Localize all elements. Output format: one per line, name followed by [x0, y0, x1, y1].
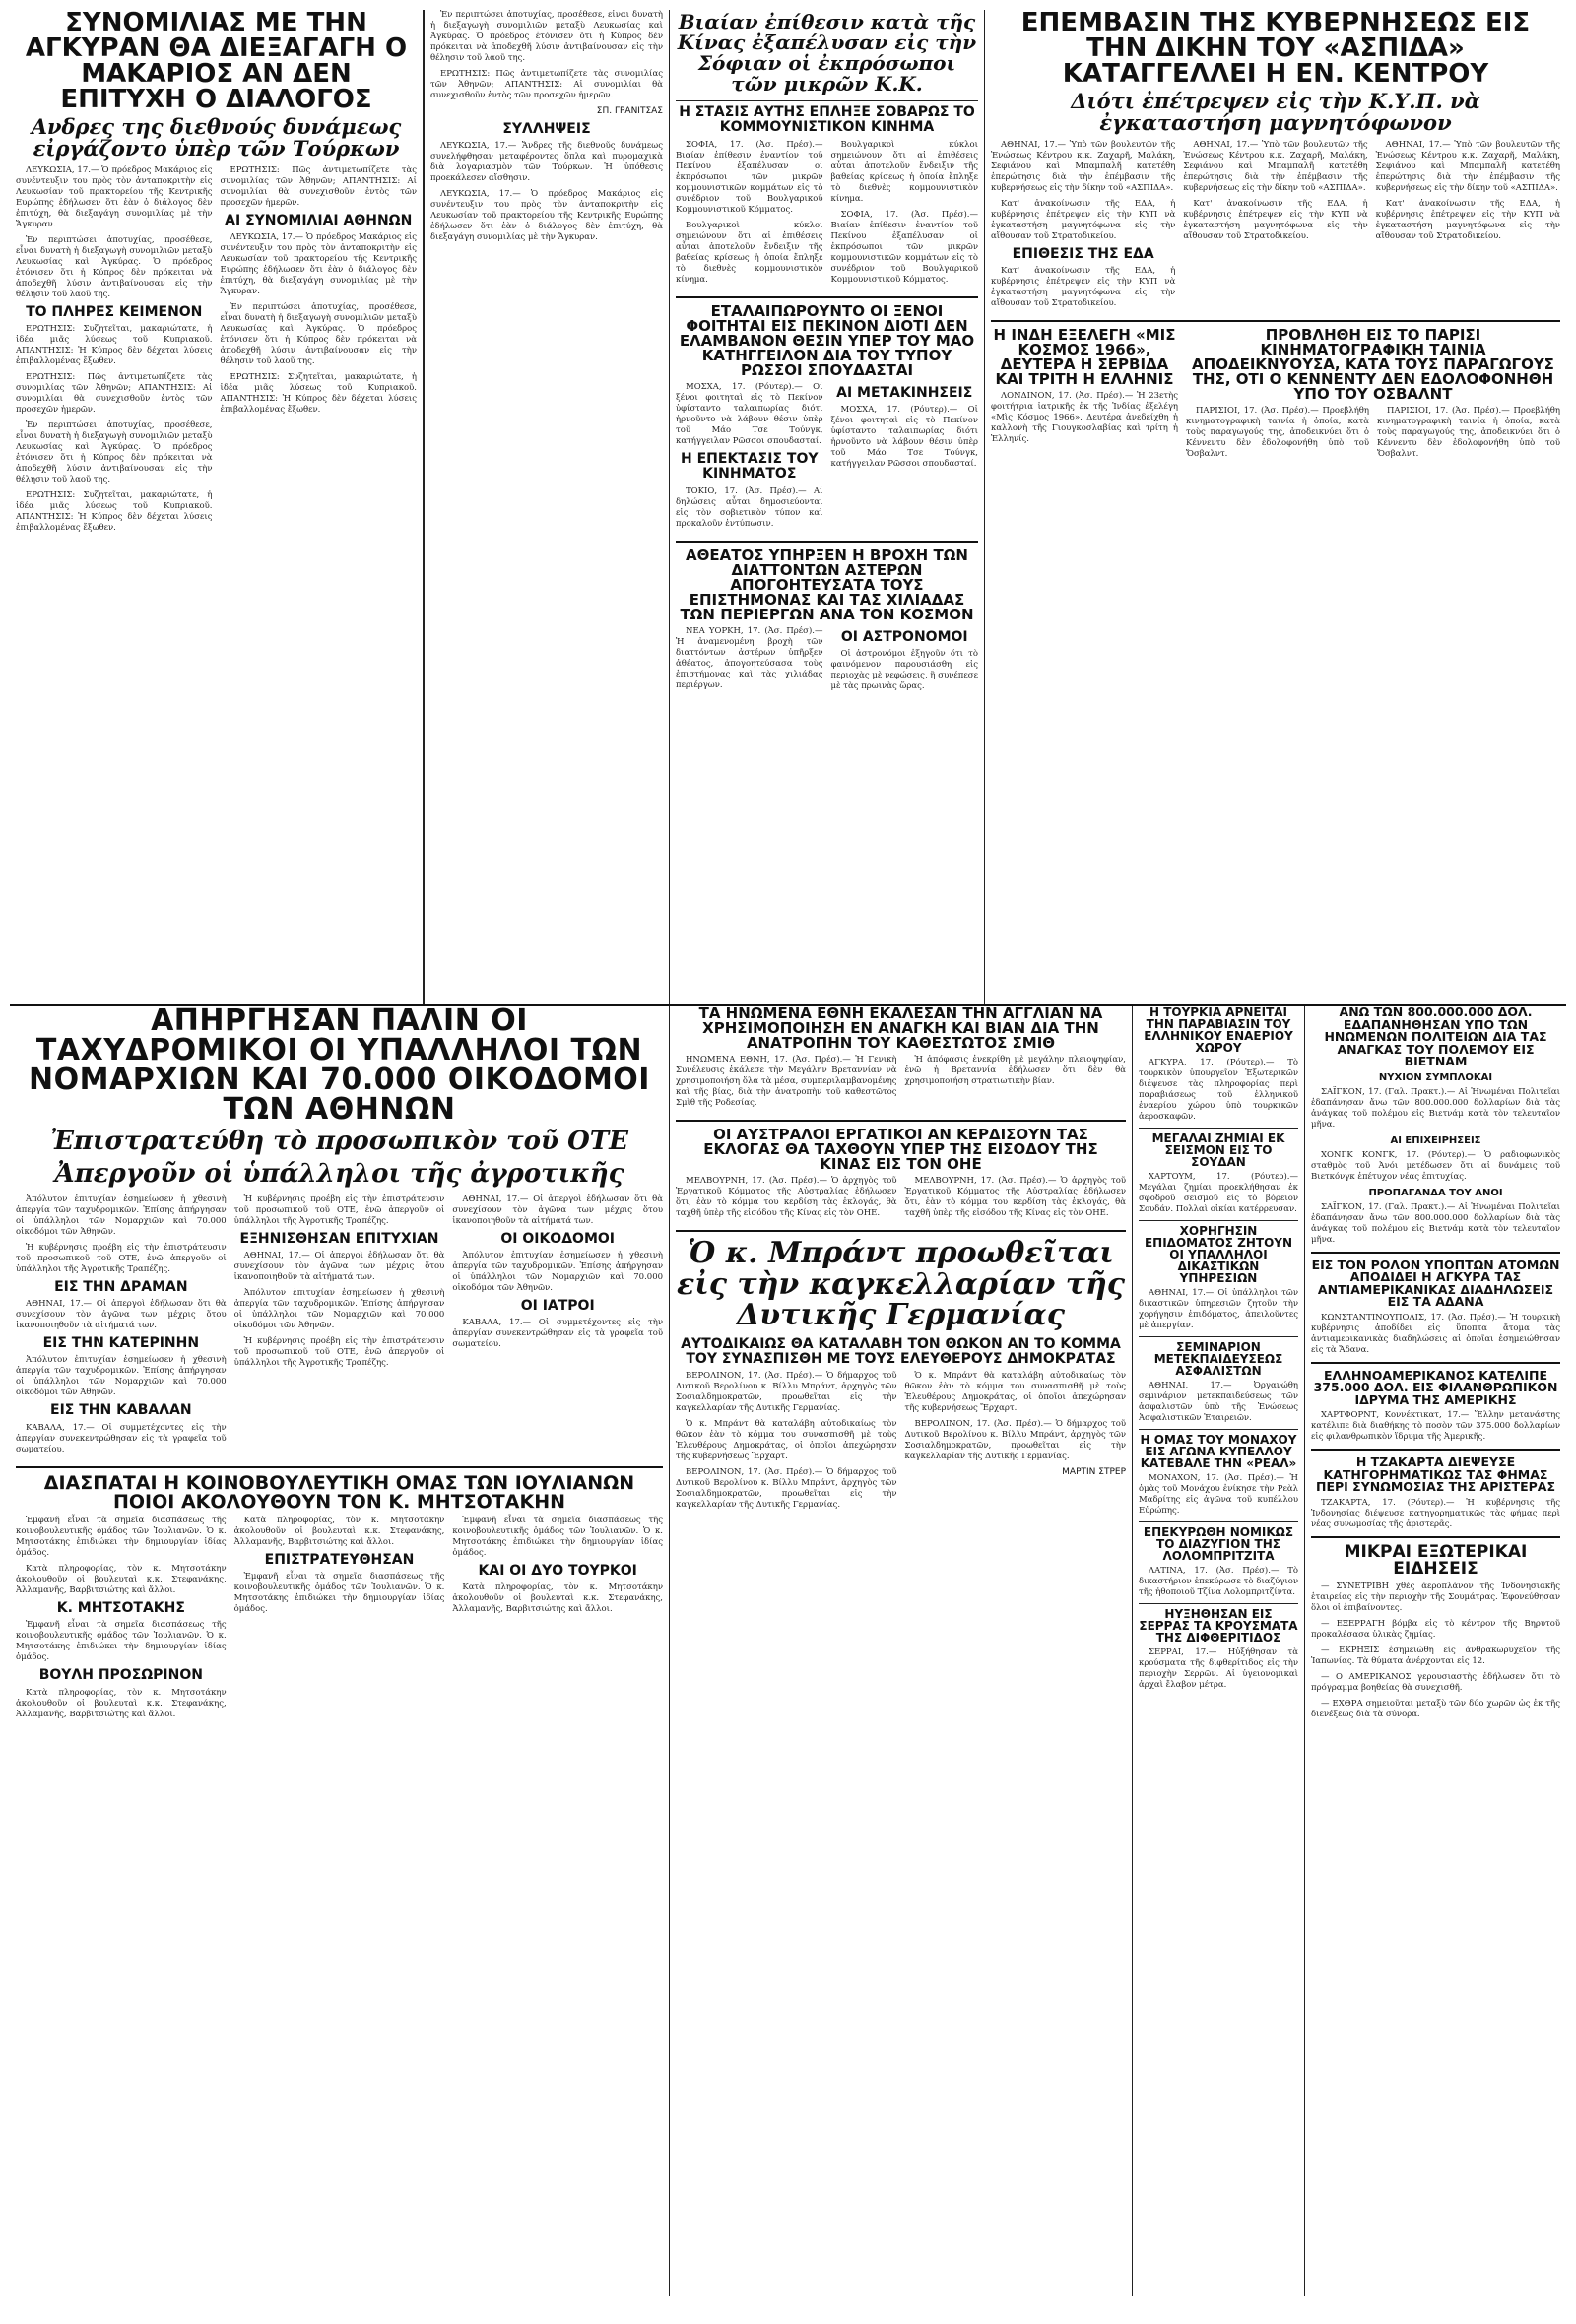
- strikes-sub1: ΕΙΣ ΤΗΝ ΔΡΑΜΑΝ: [54, 1278, 188, 1295]
- makarios-p3: ΕΡΩΤΗΣΙΣ: Συζητεῖται, μακαριώτατε, ἡ ἰδέα μιᾶς λύσεως τοῦ Κυπριακοῦ. ΑΠΑΝΤΗΣΙΣ: Ἡ Κύπρος δὲν δέχεται λύσεις ἐπιβαλλομένας ἔξωθεν.: [16, 324, 213, 367]
- students-p1b: ΜΟΣΧΑ, 17. (Ρόυτερ).— Οἱ ξένοι φοιτηταὶ εἰς τὸ Πεκίνον ὑφίσταντο ταλαιπωρίας διότι ἠρνοῦντο νὰ λάβουν θέσιν ὑπὲρ τοῦ Μάο Τσε Τούνγκ, κατήγγειλαν Ρῶσσοι σπουδασταί.: [830, 405, 978, 470]
- students-p1: ΜΟΣΧΑ, 17. (Ρόυτερ).— Οἱ ξένοι φοιτηταὶ εἰς τὸ Πεκίνον ὑφίσταντο ταλαιπωρίας διότι ἠρνοῦντο νὰ λάβουν θέσιν ὑπὲρ τοῦ Μάο Τσε Τούνγκ, κατήγγειλαν Ρῶσσοι σπουδασταί.: [676, 381, 823, 446]
- film-p1: ΠΑΡΙΣΙΟΙ, 17. (Ἀσ. Πρέσ).— Προεβλήθη κινηματογραφικὴ ταινία ἡ ὁποία, κατὰ τοὺς παραγωγούς της, ἀποδεικνύει ὅτι ὁ Κέννεντυ δὲν ἐδολοφονήθη ὑπὸ τοῦ Ὄσβαλντ.: [1186, 406, 1369, 460]
- film-p1b: ΠΑΡΙΣΙΟΙ, 17. (Ἀσ. Πρέσ).— Προεβλήθη κινηματογραφικὴ ταινία ἡ ὁποία, κατὰ τοὺς παραγωγούς της, ἀποδεικνύει ὅτι ὁ Κέννεντυ δὲν ἐδολοφονήθη ὑπὸ τοῦ Ὄσβαλντ.: [1377, 406, 1560, 460]
- strikes-sub4: ΕΞΗΝΙΣΘΗΣΑΝ ΕΠΙΤΥΧΙΑΝ: [239, 1230, 439, 1247]
- mitsotakis-p6: Ἐμφανῆ εἶναι τὰ σημεῖα διασπάσεως τῆς κοινοβουλευτικῆς ὁμάδος τῶν Ἰουλιανῶν. Ὁ κ. Μητσοτάκης ἐπιδιώκει τὴν δημιουργίαν ἰδίας ὁμάδος.: [233, 1572, 445, 1615]
- makarios-p1b: ΛΕΥΚΩΣΙΑ, 17.— Ὁ πρόεδρος Μακάριος εἰς συνέντευξιν του πρὸς τὸν ἀνταποκριτὴν εἰς Λευκωσίαν τοῦ πρακτορείου τῆς Κεντρικῆς Ευρώπης ἐδήλωσεν ὅτι ἐὰν ὁ διάλογος δὲν ἐπιτύχη, θὰ διεξαγάγη συνομιλίας μὲ τὴν Ἄγκυραν.: [220, 232, 417, 297]
- briefs-p2: — ΕΞΕΡΡΑΓΗ βόμβα εἰς τὸ κέντρον τῆς Βηρυτοῦ προκαλέσασα ὑλικὰς ζημίας.: [1311, 1618, 1560, 1640]
- china-p2: Βουλγαρικοὶ κύκλοι σημειώνουν ὅτι αἱ ἐπιθέσεις αὗται ἀποτελοῦν ἔνδειξιν τῆς βαθείας κρίσεως ἡ ὁποία ἔπληξε τὸ διεθνὲς κομμουνιστικὸν κίνημα.: [676, 220, 823, 285]
- makarios-p2c: Ἐν περιπτώσει ἀποτυχίας, προσέθεσε, εἶναι δυνατὴ ἡ διεξαγωγὴ συνομιλιῶν μεταξὺ Λευκωσίας καὶ Ἀγκύρας. Ὁ πρόεδρος ἐτόνισεν ὅτι ἡ Κύπρος δὲν πρόκειται νὰ ἀποδεχθῆ λύσιν ἀντιβαίνουσαν εἰς τὴν θέλησιν τοῦ λαοῦ της.: [220, 302, 417, 367]
- makarios-columns: [16, 165, 417, 539]
- makarios-cont-p1: Ἐν περιπτώσει ἀποτυχίας, προσέθεσε, εἶναι δυνατὴ ἡ διεξαγωγὴ συνομιλιῶν μεταξὺ Λευκωσίας καὶ Ἀγκύρας. Ὁ πρόεδρος ἐτόνισεν ὅτι ἡ Κύπρος δὲν πρόκειται νὰ ἀποδεχθῆ λύσιν ἀντιβαίνουσαν εἰς τὴν θέλησιν τοῦ λαοῦ της.: [430, 10, 663, 63]
- vietnam-headline: ΑΝΩ ΤΩΝ 800.000.000 ΔΟΛ. ΕΔΑΠΑΝΗΘΗΣΑΝ ΥΠΟ ΤΩΝ ΗΝΩΜΕΝΩΝ ΠΟΛΙΤΕΙΩΝ ΔΙΑ ΤΑΣ ΑΝΑΓΚΑΣ ΤΟΥ ΠΟΛΕΜΟΥ ΕΙΣ ΒΙΕΤΝΑΜ: [1324, 1006, 1547, 1068]
- makarios-sub1: ΤΟ ΠΛΗΡΕΣ ΚΕΙΜΕΝΟΝ: [26, 304, 203, 321]
- football-p1: ΜΟΝΑΧΟΝ, 17. (Ἀσ. Πρέσ).— Ἡ ὁμὰς τοῦ Μονάχου ἐνίκησε τὴν Ρεὰλ Μαδρίτης εἰς ἀγῶνα τοῦ κυπέλλου Εὐρώπης.: [1139, 1473, 1298, 1516]
- strikes-p6: ΑΘΗΝΑΙ, 17.— Οἱ ἀπεργοὶ ἐδήλωσαν ὅτι θὰ συνεχίσουν τὸν ἀγῶνα των μέχρις ὅτου ἱκανοποιηθοῦν τὰ αἰτήματά των.: [233, 1250, 445, 1282]
- newspaper-page: [10, 10, 1566, 2304]
- briefs-narrow-column: [1133, 1006, 1305, 2296]
- mitsotakis-p8: Κατὰ πληροφορίας, τὸν κ. Μητσοτάκην ἀκολουθοῦν οἱ βουλευταὶ κ.κ. Στεφανάκης, Ἀλλαμανῆς, Βαρβιτσιώτης καὶ ἄλλοι.: [452, 1582, 664, 1615]
- top-band: [10, 10, 1566, 1006]
- mitsotakis-headline: ΔΙΑΣΠΑΤΑΙ Η ΚΟΙΝΟΒΟΥΛΕΥΤΙΚΗ ΟΜΑΣ ΤΩΝ ΙΟΥΛΙΑΝΩΝ ΠΟΙΟΙ ΑΚΟΛΟΥΘΟΥΝ ΤΟΝ Κ. ΜΗΤΣΟΤΑΚΗΝ: [43, 1471, 635, 1513]
- strikes-p3: ΑΘΗΝΑΙ, 17.— Οἱ ἀπεργοὶ ἐδήλωσαν ὅτι θὰ συνεχίσουν τὸν ἀγῶνα των μέχρις ὅτου ἱκανοποιηθοῦν τὰ αἰτήματά των.: [16, 1298, 227, 1330]
- quake-p1: ΧΑΡΤΟΥΜ, 17. (Ρόυτερ).— Μεγάλαι ζημίαι προεκλήθησαν ἐκ σφοδροῦ σεισμοῦ εἰς τὸ βόρειον Σουδάν. Πολλαὶ οἰκίαι κατέρρευσαν.: [1139, 1172, 1298, 1214]
- strikes-p1: Ἀπόλυτον ἐπιτυχίαν ἐσημείωσεν ἡ χθεσινὴ ἀπεργία τῶν ταχυδρομικῶν. Ἐπίσης ἀπήργησαν οἱ ὑπάλληλοι τῶν Νομαρχιῶν καὶ 70.000 οἰκοδόμοι τῶν Ἀθηνῶν.: [16, 1194, 227, 1237]
- strikes-p8: Ἡ κυβέρνησις προέβη εἰς τὴν ἐπιστράτευσιν τοῦ προσωπικοῦ τοῦ ΟΤΕ, ἐνῶ ἀπεργοῦν οἱ ὑπάλληλοι τῆς Ἀγροτικῆς Τραπέζης.: [233, 1335, 445, 1368]
- right-bottom-column: [1305, 1006, 1566, 2296]
- makarios-continued: [424, 10, 670, 1004]
- briefs-p3: — ΕΚΡΗΞΙΣ ἐσημειώθη εἰς ἀνθρακωρυχεῖον τῆς Ἰαπωνίας. Τὰ θύματα ἀνέρχονται εἰς 12.: [1311, 1645, 1560, 1666]
- strikes-sub5: ΟΙ ΟΙΚΟΔΟΜΟΙ: [500, 1230, 615, 1247]
- mitsotakis-p1: Ἐμφανῆ εἶναι τὰ σημεῖα διασπάσεως τῆς κοινοβουλευτικῆς ὁμάδος τῶν Ἰουλιανῶν. Ὁ κ. Μητσοτάκης ἐπιδιώκει τὴν δημιουργίαν ἰδίας ὁμάδος.: [16, 1515, 227, 1558]
- adana-headline: ΕΙΣ ΤΟΝ ΡΟΛΟΝ ΥΠΟΠΤΩΝ ΑΤΟΜΩΝ ΑΠΟΔΙΔΕΙ Η ΑΓΚΥΡΑ ΤΑΣ ΑΝΤΙΑΜΕΡΙΚΑΝΙΚΑΣ ΔΙΑΔΗΛΩΣΕΙΣ ΕΙΣ ΤΑ ΑΔΑΝΑ: [1311, 1257, 1560, 1309]
- serres-p1: ΣΕΡΡΑΙ, 17.— Ηὐξήθησαν τὰ κρούσματα τῆς διφθερίτιδος εἰς τὴν περιοχὴν Σερρῶν. Αἱ ὑγειονομικαὶ ἀρχαὶ ἔλαβον μέτρα.: [1139, 1647, 1298, 1690]
- students-p2: ΤΟΚΙΟ, 17. (Ἀσ. Πρέσ).— Αἱ δηλώσεις αὗται δημοσιεύονται εἰς τὸν σοβιετικὸν τύπον καὶ προκαλοῦν ἐντύπωσιν.: [676, 485, 823, 529]
- vietnam-sub1: ΝΥΧΙΟΝ ΣΥΜΠΛΟΚΑΙ: [1378, 1071, 1493, 1083]
- mitsotakis-p5: Κατὰ πληροφορίας, τὸν κ. Μητσοτάκην ἀκολουθοῦν οἱ βουλευταὶ κ.κ. Στεφανάκης, Ἀλλαμανῆς, Βαρβιτσιώτης καὶ ἄλλοι.: [233, 1515, 445, 1547]
- makarios-p2: Ἐν περιπτώσει ἀποτυχίας, προσέθεσε, εἶναι δυνατὴ ἡ διεξαγωγὴ συνομιλιῶν μεταξὺ Λευκωσίας καὶ Ἀγκύρας. Ὁ πρόεδρος ἐτόνισεν ὅτι ἡ Κύπρος δὲν πρόκειται νὰ ἀποδεχθῆ λύσιν ἀντιβαίνουσαν εἰς τὴν θέλησιν τοῦ λαοῦ της.: [16, 235, 213, 300]
- strikes-p3b: Ἀπόλυτον ἐπιτυχίαν ἐσημείωσεν ἡ χθεσινὴ ἀπεργία τῶν ταχυδρομικῶν. Ἐπίσης ἀπήργησαν οἱ ὑπάλληλοι τῶν Νομαρχιῶν καὶ 70.000 οἰκοδόμοι τῶν Ἀθηνῶν.: [16, 1355, 227, 1398]
- australia-p1: ΜΕΛΒΟΥΡΝΗ, 17. (Ἀσ. Πρέσ).— Ὁ ἀρχηγὸς τοῦ Ἐργατικοῦ Κόμματος τῆς Αὐστραλίας ἐδήλωσεν ὅτι, ἐὰν τὸ κόμμα του κερδίση τὰς ἐκλογάς, θὰ ταχθῆ ὑπὲρ τῆς εἰσόδου τῆς Κίνας εἰς τὸν ΟΗΕ.: [676, 1176, 897, 1218]
- lawyers-headline: ΕΠΕΚΥΡΩΘΗ ΝΟΜΙΚΩΣ ΤΟ ΔΙΑΖΥΓΙΟΝ ΤΗΣ ΛΟΛΟΜΠΡΙΤΖΙΤΑ: [1143, 1525, 1294, 1563]
- mitsotakis-p7: Ἐμφανῆ εἶναι τὰ σημεῖα διασπάσεως τῆς κοινοβουλευτικῆς ὁμάδος τῶν Ἰουλιανῶν. Ὁ κ. Μητσοτάκης ἐπιδιώκει τὴν δημιουργίαν ἰδίας ὁμάδος.: [452, 1515, 664, 1558]
- mitsotakis-p3: Ἐμφανῆ εἶναι τὰ σημεῖα διασπάσεως τῆς κοινοβουλευτικῆς ὁμάδος τῶν Ἰουλιανῶν. Ὁ κ. Μητσοτάκης ἐπιδιώκει τὴν δημιουργίαν ἰδίας ὁμάδος.: [16, 1620, 227, 1663]
- strikes-sub2: ΕΙΣ ΤΗΝ ΚΑΤΕΡΙΝΗΝ: [42, 1334, 200, 1351]
- missworld-p1: ΛΟΝΔΙΝΟΝ, 17. (Ἀσ. Πρέσ).— Ἡ 23ετὴς φοιτήτρια ἰατρικῆς ἐκ τῆς Ἰνδίας ἐξελέγη «Μὶς Κόσμος 1966». Δευτέρα ἀνεδείχθη ἡ καλλονὴ τῆς Γιουγκοσλαβίας καὶ τρίτη ἡ Ἑλληνίς.: [991, 391, 1178, 445]
- makarios-headline: ΣΥΝΟΜΙΛΙΑΣ ΜΕ ΤΗΝ ΑΓΚΥΡΑΝ ΘΑ ΔΙΕΞΑΓΑΓΗ Ο ΜΑΚΑΡΙΟΣ ΑΝ ΔΕΝ ΕΠΙΤΥΧΗ Ο ΔΙΑΛΟΓΟΣ: [25, 10, 408, 114]
- strikes-p5: Ἡ κυβέρνησις προέβη εἰς τὴν ἐπιστράτευσιν τοῦ προσωπικοῦ τοῦ ΟΤΕ, ἐνῶ ἀπεργοῦν οἱ ὑπάλληλοι τῆς Ἀγροτικῆς Τραπέζης.: [233, 1194, 445, 1226]
- strikes-p10: Ἀπόλυτον ἐπιτυχίαν ἐσημείωσεν ἡ χθεσινὴ ἀπεργία τῶν ταχυδρομικῶν. Ἐπίσης ἀπήργησαν οἱ ὑπάλληλοι τῶν Νομαρχιῶν καὶ 70.000 οἰκοδόμοι τῶν Ἀθηνῶν.: [452, 1250, 664, 1293]
- makarios-p5: ΛΕΥΚΩΣΙΑ, 17.— Ἄνδρες τῆς διεθνοῦς δυνάμεως συνελήφθησαν μεταφέροντες ὅπλα καὶ πυρομαχικὰ διὰ λογαριασμὸν τῶν Τούρκων. Ἡ ὑπόθεσις προεκάλεσεν αἴσθησιν.: [430, 141, 663, 184]
- adana-p1: ΚΩΝΣΤΑΝΤΙΝΟΥΠΟΛΙΣ, 17. (Ἀσ. Πρέσ).— Ἡ τουρκικὴ κυβέρνησις ἀποδίδει εἰς ὕποπτα ἄτομα τὰς ἀντιαμερικανικὰς διαδηλώσεις αἱ ὁποῖαι ἐσημειώθησαν εἰς τὰ Ἄδανα.: [1311, 1312, 1560, 1355]
- brandt-p5: ΒΕΡΟΛΙΝΟΝ, 17. (Ἀσ. Πρέσ).— Ὁ δήμαρχος τοῦ Δυτικοῦ Βερολίνου κ. Βίλλυ Μπράντ, ἀρχηγὸς τῶν Σοσιαλδημοκρατῶν, προωθεῖται εἰς τὴν καγκελλαρίαν τῆς Δυτικῆς Γερμανίας.: [904, 1419, 1126, 1462]
- rhodesia-p1: ΗΝΩΜΕΝΑ ΕΘΝΗ, 17. (Ἀσ. Πρέσ).— Ἡ Γενικὴ Συνέλευσις ἐκάλεσε τὴν Μεγάλην Βρεταννίαν νὰ χρησιμοποιήση ὅλα τὰ μέσα, συμπεριλαμβανομένης καὶ τῆς βίας, διὰ τὴν ἀνατροπὴν τοῦ καθεστῶτος Σμὶθ τῆς Ροδεσίας.: [676, 1055, 897, 1108]
- strikes-p2: Ἡ κυβέρνησις προέβη εἰς τὴν ἐπιστράτευσιν τοῦ προσωπικοῦ τοῦ ΟΤΕ, ἐνῶ ἀπεργοῦν οἱ ὑπάλληλοι τῆς Ἀγροτικῆς Τραπέζης.: [16, 1242, 227, 1274]
- makarios-p5b: ΛΕΥΚΩΣΙΑ, 17.— Ὁ πρόεδρος Μακάριος εἰς συνέντευξιν του πρὸς τὸν ἀνταποκριτὴν εἰς Λευκωσίαν τοῦ πρακτορείου τῆς Κεντρικῆς Ευρώπης ἐδήλωσεν ὅτι ἐὰν ὁ διάλογος δὲν ἐπιτύχη, θὰ διεξαγάγη συνομιλίας μὲ τὴν Ἄγκυραν.: [430, 189, 663, 243]
- strikes-p7: Ἀπόλυτον ἐπιτυχίαν ἐσημείωσεν ἡ χθεσινὴ ἀπεργία τῶν ταχυδρομικῶν. Ἐπίσης ἀπήργησαν οἱ ὑπάλληλοι τῶν Νομαρχιῶν καὶ 70.000 οἰκοδόμοι τῶν Ἀθηνῶν.: [233, 1287, 445, 1330]
- greekam-p1: ΧΑΡΤΦΟΡΝΤ, Κοννέκτικατ, 17.— Ἕλλην μετανάστης κατέλιπε διὰ διαθήκης τὸ ποσὸν τῶν 375.000 δολλαρίων εἰς φιλανθρωπικὸν ἵδρυμα τῆς Ἀμερικῆς.: [1311, 1410, 1560, 1442]
- greekam-headline: ΕΛΛΗΝΟΑΜΕΡΙΚΑΝΟΣ ΚΑΤΕΛΙΠΕ 375.000 ΔΟΛ. ΕΙΣ ΦΙΛΑΝΘΡΩΠΙΚΟΝ ΙΔΡΥΜΑ ΤΗΣ ΑΜΕΡΙΚΗΣ: [1313, 1367, 1558, 1407]
- makarios-p4: ΕΡΩΤΗΣΙΣ: Πῶς ἀντιμετωπίζετε τὰς συνομιλίας τῶν Ἀθηνῶν; ΑΠΑΝΤΗΣΙΣ: Αἱ συνομιλίαι θὰ συνεχισθοῦν ἐντὸς τῶν προσεχῶν ἡμερῶν.: [16, 372, 213, 416]
- strikes-deck1: Ἐπιστρατεύθη τὸ προσωπικὸν τοῦ ΟΤΕ: [50, 1127, 628, 1156]
- makarios-cont-p2: ΕΡΩΤΗΣΙΣ: Πῶς ἀντιμετωπίζετε τὰς συνομιλίας τῶν Ἀθηνῶν; ΑΠΑΝΤΗΣΙΣ: Αἱ συνομιλίαι θὰ συνεχισθοῦν ἐντὸς τῶν προσεχῶν ἡμερῶν.: [430, 69, 663, 100]
- makarios-sig: ΣΠ. ΓΡΑΝΙΤΣΑΣ: [596, 106, 663, 116]
- seminar-p1: ΑΘΗΝΑΙ, 17.— Ὀργανώθη σεμινάριον μετεκπαιδεύσεως τῶν ἀσφαλιστῶν ὑπὸ τῆς Ἑνώσεως Ἀσφαλιστικῶν Ἑταιρειῶν.: [1139, 1381, 1298, 1423]
- meteors-headline: ΑΘΕΑΤΟΣ ΥΠΗΡΞΕΝ Η ΒΡΟΧΗ ΤΩΝ ΔΙΑΤΤΟΝΤΩΝ ΑΣΤΕΡΩΝ ΑΠΟΓΟΗΤΕΥΣΑΤΑ ΤΟΥΣ ΕΠΙΣΤΗΜΟΝΑΣ ΚΑΙ ΤΑΣ ΧΙΛΙΑΔΑΣ ΤΩΝ ΠΕΡΙΕΡΓΩΝ ΑΝΑ ΤΟΝ ΚΟΣΜΟΝ: [680, 546, 974, 623]
- makarios-sub3: ΣΥΛΛΗΨΕΙΣ: [502, 121, 591, 137]
- right-lower: [991, 328, 1560, 465]
- brandt-p4: Ὁ κ. Μπράντ θὰ καταλάβη αὐτοδικαίως τὸν θῶκον ἐὰν τὸ κόμμα του συνασπισθῆ μὲ τοὺς Ἐλευθέρους Δημοκράτας, οἱ ὁποῖοι ἀπεχώρησαν τῆς κυβερνήσεως Ἔρχαρτ.: [904, 1371, 1126, 1414]
- china-columns: [676, 140, 978, 290]
- meteors-sub: ΟΙ ΑΣΤΡΟΝΟΜΟΙ: [840, 628, 968, 645]
- mitsotakis-sub1: Κ. ΜΗΤΣΟΤΑΚΗΣ: [56, 1599, 185, 1616]
- aspida-p2: Κατ' ἀνακοίνωσιν τῆς ΕΔΑ, ἡ κυβέρνησις ἐπέτρεψεν εἰς τὴν ΚΥΠ νὰ ἐγκαταστήση μαγνητόφωνα εἰς τὴν αἴθουσαν τοῦ Στρατοδικείου.: [991, 266, 1176, 309]
- rhodesia-headline: ΤΑ ΗΝΩΜΕΝΑ ΕΘΝΗ ΕΚΑΛΕΣΑΝ ΤΗΝ ΑΓΓΛΙΑΝ ΝΑ ΧΡΗΣΙΜΟΠΟΙΗΣΗ ΕΝ ΑΝΑΓΚΗ ΚΑΙ ΒΙΑΝ ΔΙΑ ΤΗΝ ΑΝΑΤΡΟΠΗΝ ΤΟΥ ΚΑΘΕΣΤΩΤΟΣ ΣΜΙΘ: [698, 1006, 1103, 1052]
- meteors-p1: ΝΕΑ ΥΟΡΚΗ, 17. (Ἀσ. Πρέσ).— Ἡ ἀναμενομένη βροχὴ τῶν διαττόντων ἀστέρων ὑπῆρξεν ἀθέατος, ἀπογοητεύσασα τοὺς ἐπιστήμονας καὶ τὰς χιλιάδας περιέργων.: [676, 625, 823, 690]
- brandt-p3: ΒΕΡΟΛΙΝΟΝ, 17. (Ἀσ. Πρέσ).— Ὁ δήμαρχος τοῦ Δυτικοῦ Βερολίνου κ. Βίλλυ Μπράντ, ἀρχηγὸς τῶν Σοσιαλδημοκρατῶν, προωθεῖται εἰς τὴν καγκελλαρίαν τῆς Δυτικῆς Γερμανίας.: [676, 1467, 897, 1511]
- aspida-p3: ΑΘΗΝΑΙ, 17.— Ὑπὸ τῶν βουλευτῶν τῆς Ἐνώσεως Κέντρου κ.κ. Ζαχαρῆ, Μαλάκη, Σεφιάνου καὶ Μπαμπαλῆ κατετέθη ἐπερώτησις διὰ τὴν ἐπέμβασιν τῆς κυβερνήσεως εἰς τὴν δίκην τοῦ «ΑΣΠΙΔΑ».: [1183, 140, 1368, 194]
- strikes-columns: [16, 1194, 663, 1460]
- mitsotakis-p2: Κατὰ πληροφορίας, τὸν κ. Μητσοτάκην ἀκολουθοῦν οἱ βουλευταὶ κ.κ. Στεφανάκης, Ἀλλαμανῆς, Βαρβιτσιώτης καὶ ἄλλοι.: [16, 1563, 227, 1595]
- china-headline: Βιαίαν ἐπίθεσιν κατὰ τῆς Κίνας ἐξαπέλυσαν εἰς τὴν Σόφιαν οἱ ἐκπρόσωποι τῶν μικρῶν Κ.Κ.: [677, 10, 977, 96]
- vietnam-p3: ΣΑΪΓΚΟΝ, 17. (Γαλ. Πρακτ.).— Αἱ Ἡνωμέναι Πολιτεῖαι ἐδαπάνησαν ἄνω τῶν 800.000.000 δολλαρίων διὰ τὰς ἀνάγκας τοῦ πολέμου εἰς Βιετνάμ κατὰ τὸν τελευταῖον μῆνα.: [1311, 1201, 1560, 1245]
- missworld-headline: Η ΙΝΔΗ ΕΞΕΛΕΓΗ «ΜΙΣ ΚΟΣΜΟΣ 1966», ΔΕΥΤΕΡΑ Η ΣΕΡΒΙΔΑ ΚΑΙ ΤΡΙΤΗ Η ΕΛΛΗΝΙΣ: [993, 326, 1176, 389]
- center-bottom-column: [670, 1006, 1133, 2296]
- strikes-p9: ΑΘΗΝΑΙ, 17.— Οἱ ἀπεργοὶ ἐδήλωσαν ὅτι θὰ συνεχίσουν τὸν ἀγῶνα των μέχρις ὅτου ἱκανοποιηθοῦν τὰ αἰτήματά των.: [452, 1194, 664, 1226]
- right-column: [985, 10, 1566, 1004]
- vietnam-sub3: ΠΡΟΠΑΓΑΝΔΑ ΤΟΥ ΑΝΟΙ: [1368, 1187, 1503, 1198]
- aspida-columns: [991, 140, 1560, 314]
- makarios-p2b: Ἐν περιπτώσει ἀποτυχίας, προσέθεσε, εἶναι δυνατὴ ἡ διεξαγωγὴ συνομιλιῶν μεταξὺ Λευκωσίας καὶ Ἀγκύρας. Ὁ πρόεδρος ἐτόνισεν ὅτι ἡ Κύπρος δὲν πρόκειται νὰ ἀποδεχθῆ λύσιν ἀντιβαίνουσαν εἰς τὴν θέλησιν τοῦ λαοῦ της.: [16, 420, 213, 485]
- strikes-column: [10, 1006, 670, 2296]
- rhodesia-p2: Ἡ ἀπόφασις ἐνεκρίθη μὲ μεγάλην πλειοψηφίαν, ἐνῶ ἡ Βρεταννία ἐδήλωσεν ὅτι δὲν θὰ χρησιμοποιήση στρατιωτικὴν βίαν.: [904, 1055, 1126, 1086]
- brandt-p1: ΒΕΡΟΛΙΝΟΝ, 17. (Ἀσ. Πρέσ).— Ὁ δήμαρχος τοῦ Δυτικοῦ Βερολίνου κ. Βίλλυ Μπράντ, ἀρχηγὸς τῶν Σοσιαλδημοκρατῶν, προωθεῖται εἰς τὴν καγκελλαρίαν τῆς Δυτικῆς Γερμανίας.: [676, 1371, 897, 1414]
- brandt-p2: Ὁ κ. Μπράντ θὰ καταλάβη αὐτοδικαίως τὸν θῶκον ἐὰν τὸ κόμμα του συνασπισθῆ μὲ τοὺς Ἐλευθέρους Δημοκράτας, οἱ ὁποῖοι ἀπεχώρησαν τῆς κυβερνήσεως Ἔρχαρτ.: [676, 1419, 897, 1462]
- mitsotakis-columns: [16, 1516, 663, 1725]
- briefs-headline: ΜΙΚΡΑΙ ΕΞΩΤΕΡΙΚΑΙ ΕΙΔΗΣΕΙΣ: [1344, 1541, 1528, 1579]
- turkey-headline: Η ΤΟΥΡΚΙΑ ΑΡΝΕΙΤΑΙ ΤΗΝ ΠΑΡΑΒΙΑΣΙΝ ΤΟΥ ΕΛΛΗΝΙΚΟΥ ΕΝΑΕΡΙΟΥ ΧΩΡΟΥ: [1144, 1006, 1293, 1055]
- mitsotakis-sub3: ΚΑΙ ΟΙ ΔΥΟ ΤΟΥΡΚΟΙ: [478, 1562, 637, 1579]
- makarios-p4b: ΕΡΩΤΗΣΙΣ: Πῶς ἀντιμετωπίζετε τὰς συνομιλίας τῶν Ἀθηνῶν; ΑΠΑΝΤΗΣΙΣ: Αἱ συνομιλίαι θὰ συνεχισθοῦν ἐντὸς τῶν προσεχῶν ἡμερῶν.: [220, 165, 417, 209]
- makarios-p3b: ΕΡΩΤΗΣΙΣ: Συζητεῖται, μακαριώτατε, ἡ ἰδέα μιᾶς λύσεως τοῦ Κυπριακοῦ. ΑΠΑΝΤΗΣΙΣ: Ἡ Κύπρος δὲν δέχεται λύσεις ἐπιβαλλομένας ἔξωθεν.: [16, 490, 213, 534]
- brandt-sub: ΑΥΤΟΔΙΚΑΙΩΣ ΘΑ ΚΑΤΑΛΑΒΗ ΤΟΝ ΘΩΚΟΝ ΑΝ ΤΟ ΚΟΜΜΑ ΤΟΥ ΣΥΝΑΣΠΙΣΘΗ ΜΕ ΤΟΥΣ ΕΛΕΥΘΕΡΟΥΣ ΔΗΜΟΚΡΑΤΑΣ: [681, 1335, 1121, 1367]
- strikes-headline: ΑΠΗΡΓΗΣΑΝ ΠΑΛΙΝ ΟΙ ΤΑΧΥΔΡΟΜΙΚΟΙ ΟΙ ΥΠΑΛΛΗΛΟΙ ΤΩΝ ΝΟΜΑΡΧΙΩΝ ΚΑΙ 70.000 ΟΙΚΟΔΟΜΟΙ ΤΩΝ ΑΘΗΝΩΝ: [29, 1006, 650, 1127]
- meteors-p2: Οἱ ἀστρονόμοι ἐξηγοῦν ὅτι τὸ φαινόμενον παρουσιάσθη εἰς περιοχὰς μὲ νεφώσεις, ἢ συνέπεσε μὲ τὰς πρωινὰς ὥρας.: [830, 648, 978, 691]
- quake-headline: ΜΕΓΑΛΑΙ ΖΗΜΙΑΙ ΕΚ ΣΕΙΣΜΟΝ ΕΙΣ ΤΟ ΣΟΥΔΑΝ: [1151, 1131, 1285, 1169]
- australia-p1b: ΜΕΛΒΟΥΡΝΗ, 17. (Ἀσ. Πρέσ).— Ὁ ἀρχηγὸς τοῦ Ἐργατικοῦ Κόμματος τῆς Αὐστραλίας ἐδήλωσεν ὅτι, ἐὰν τὸ κόμμα του κερδίση τὰς ἐκλογάς, θὰ ταχθῆ ὑπὲρ τῆς εἰσόδου τῆς Κίνας εἰς τὸν ΟΗΕ.: [904, 1176, 1126, 1218]
- strikes-p11: ΚΑΒΑΛΑ, 17.— Οἱ συμμετέχοντες εἰς τὴν ἀπεργίαν συνεκεντρώθησαν εἰς τὰ γραφεῖα τοῦ σωματείου.: [452, 1318, 664, 1350]
- students-columns: [676, 382, 978, 535]
- aspida-p4: Κατ' ἀνακοίνωσιν τῆς ΕΔΑ, ἡ κυβέρνησις ἐπέτρεψεν εἰς τὴν ΚΥΠ νὰ ἐγκαταστήση μαγνητόφωνα εἰς τὴν αἴθουσαν τοῦ Στρατοδικείου.: [1183, 199, 1368, 242]
- china-p2b: ΣΟΦΙΑ, 17. (Ἀσ. Πρέσ).— Βιαίαν ἐπίθεσιν ἐναντίον τοῦ Πεκίνου ἐξαπέλυσαν οἱ ἐκπρόσωποι τῶν μικρῶν κομμουνιστικῶν κομμάτων εἰς τὸ συνέδριον τοῦ Βουλγαρικοῦ Κομμουνιστικοῦ Κόμματος.: [830, 209, 978, 285]
- jakarta-p1: ΤΖΑΚΑΡΤΑ, 17. (Ρόυτερ).— Ἡ κυβέρνησις τῆς Ἰνδονησίας διέψευσε κατηγορηματικῶς τὰς φήμας περὶ νέας συνωμοσίας τῆς ἀριστερᾶς.: [1311, 1497, 1560, 1529]
- vietnam-sub2: ΑΙ ΕΠΙΧΕΙΡΗΣΕΙΣ: [1390, 1134, 1481, 1146]
- aspida-p6: Κατ' ἀνακοίνωσιν τῆς ΕΔΑ, ἡ κυβέρνησις ἐπέτρεψεν εἰς τὴν ΚΥΠ νὰ ἐγκαταστήση μαγνητόφωνα εἰς τὴν αἴθουσαν τοῦ Στρατοδικείου.: [1375, 199, 1560, 242]
- aspida-p5: ΑΘΗΝΑΙ, 17.— Ὑπὸ τῶν βουλευτῶν τῆς Ἐνώσεως Κέντρου κ.κ. Ζαχαρῆ, Μαλάκη, Σεφιάνου καὶ Μπαμπαλῆ κατετέθη ἐπερώτησις διὰ τὴν ἐπέμβασιν τῆς κυβερνήσεως εἰς τὴν δίκην τοῦ «ΑΣΠΙΔΑ».: [1375, 140, 1560, 194]
- australia-headline: ΟΙ ΑΥΣΤΡΑΛΟΙ ΕΡΓΑΤΙΚΟΙ ΑΝ ΚΕΡΔΙΣΟΥΝ ΤΑΣ ΕΚΛΟΓΑΣ ΘΑ ΤΑΧΘΟΥΝ ΥΠΕΡ ΤΗΣ ΕΙΣΟΔΟΥ ΤΗΣ ΚΙΝΑΣ ΕΙΣ ΤΟΝ ΟΗΕ: [703, 1126, 1098, 1173]
- courts-p1: ΑΘΗΝΑΙ, 17.— Οἱ ὑπάλληλοι τῶν δικαστικῶν ὑπηρεσιῶν ζητοῦν τὴν χορήγησιν ἐπιδόματος, ἀπειλοῦντες μὲ ἀπεργίαν.: [1139, 1288, 1298, 1330]
- makarios-article: [10, 10, 424, 1004]
- students-sub1: Η ΕΠΕΚΤΑΣΙΣ ΤΟΥ ΚΙΝΗΜΑΤΟΣ: [681, 450, 819, 483]
- strikes-sub6: ΟΙ ΙΑΤΡΟΙ: [520, 1297, 595, 1314]
- aspida-p1: ΑΘΗΝΑΙ, 17.— Ὑπὸ τῶν βουλευτῶν τῆς Ἐνώσεως Κέντρου κ.κ. Ζαχαρῆ, Μαλάκη, Σεφιάνου καὶ Μπαμπαλῆ κατετέθη ἐπερώτησις διὰ τὴν ἐπέμβασιν τῆς κυβερνήσεως εἰς τὴν δίκην τοῦ «ΑΣΠΙΔΑ».: [991, 140, 1176, 194]
- brandt-sig: ΜΑΡΤΙΝ ΣΤΡΕΡ: [1062, 1467, 1126, 1478]
- china-p1b: Βουλγαρικοὶ κύκλοι σημειώνουν ὅτι αἱ ἐπιθέσεις αὗται ἀποτελοῦν ἔνδειξιν τῆς βαθείας κρίσεως ἡ ὁποία ἔπληξε τὸ διεθνὲς κομμουνιστικὸν κίνημα.: [830, 139, 978, 204]
- makarios-p1: ΛΕΥΚΩΣΙΑ, 17.— Ὁ πρόεδρος Μακάριος εἰς συνέντευξιν του πρὸς τὸν ἀνταποκριτὴν εἰς Λευκωσίαν τοῦ πρακτορείου τῆς Κεντρικῆς Ευρώπης ἐδήλωσεν ὅτι ἐὰν ὁ διάλογος δὲν ἐπιτύχη, θὰ διεξαγάγη συνομιλίας μὲ τὴν Ἄγκυραν.: [16, 165, 213, 230]
- briefs-p5: — ΕΧΘΡΑ σημειοῦται μεταξὺ τῶν δύο χωρῶν ὡς ἐκ τῆς διενέξεως διὰ τὰ σύνορα.: [1311, 1698, 1560, 1719]
- seminar-headline: ΣΕΜΙΝΑΡΙΟΝ ΜΕΤΕΚΠΑΙΔΕΥΣΕΩΣ ΑΣΦΑΛΙΣΤΩΝ: [1153, 1340, 1283, 1378]
- mitsotakis-p4: Κατὰ πληροφορίας, τὸν κ. Μητσοτάκην ἀκολουθοῦν οἱ βουλευταὶ κ.κ. Στεφανάκης, Ἀλλαμανῆς, Βαρβιτσιώτης καὶ ἄλλοι.: [16, 1687, 227, 1719]
- mitsotakis-sub2: ΕΠΙΣΤΡΑΤΕΥΘΗΣΑΝ: [264, 1551, 415, 1568]
- meteors-columns: [676, 626, 978, 697]
- aspida-deck: Διότι ἐπέτρεψεν εἰς τὴν Κ.Υ.Π. νὰ ἐγκαταστήση μαγνητόφωνον: [1071, 89, 1480, 136]
- makarios-p3c: ΕΡΩΤΗΣΙΣ: Συζητεῖται, μακαριώτατε, ἡ ἰδέα μιᾶς λύσεως τοῦ Κυπριακοῦ. ΑΠΑΝΤΗΣΙΣ: Ἡ Κύπρος δὲν δέχεται λύσεις ἐπιβαλλομένας ἔξωθεν.: [220, 372, 417, 416]
- aspida-sub: ΕΠΙΘΕΣΙΣ ΤΗΣ ΕΔΑ: [1012, 246, 1154, 263]
- film-headline: ΠΡΟΒΛΗΘΗ ΕΙΣ ΤΟ ΠΑΡΙΣΙ ΚΙΝΗΜΑΤΟΓΡΑΦΙΚΗ ΤΑΙΝΙΑ ΑΠΟΔΕΙΚΝΥΟΥΣΑ, ΚΑΤΑ ΤΟΥΣ ΠΑΡΑΓΩΓΟΥΣ ΤΗΣ, ΟΤΙ Ο ΚΕΝΝΕΝΤΥ ΔΕΝ ΕΔΟΛΟΦΟΝΗΘΗ ΥΠΟ ΤΟΥ ΟΣΒΑΛΝΤ: [1192, 326, 1554, 404]
- students-headline: ΕΤΑΛΑΙΠΩΡΟΥΝΤΟ ΟΙ ΞΕΝΟΙ ΦΟΙΤΗΤΑΙ ΕΙΣ ΠΕΚΙΝΟΝ ΔΙΟΤΙ ΔΕΝ ΕΛΑΜΒΑΝΟΝ ΘΕΣΙΝ ΥΠΕΡ ΤΟΥ ΜΑΟ ΚΑΤΗΓΓΕΙΛΟΝ ΔΙΑ ΤΟΥ ΤΥΠΟΥ ΡΩΣΣΟΙ ΣΠΟΥΔΑΣΤΑΙ: [679, 301, 975, 379]
- aspida-headline: ΕΠΕΜΒΑΣΙΝ ΤΗΣ ΚΥΒΕΡΝΗΣΕΩΣ ΕΙΣ ΤΗΝ ΔΙΚΗΝ ΤΟΥ «ΑΣΠΙΔΑ» ΚΑΤΑΓΓΕΛΛΕΙ Η ΕΝ. ΚΕΝΤΡΟΥ: [1020, 10, 1531, 89]
- briefs-p1: — ΣΥΝΕΤΡΙΒΗ χθὲς ἀεροπλάνον τῆς Ἰνδονησιακῆς ἑταιρείας εἰς τὴν περιοχὴν τῆς Σουμάτρας. Ἐφονεύθησαν ὅλοι οἱ ἐπιβαίνοντες.: [1311, 1581, 1560, 1613]
- middle-column: [670, 10, 985, 1004]
- mitsotakis-sub4: ΒΟΥΛΗ ΠΡΟΣΩΡΙΝΟΝ: [38, 1667, 203, 1684]
- makarios-sub2: ΑΙ ΣΥΝΟΜΙΛΙΑΙ ΑΘΗΝΩΝ: [225, 213, 413, 229]
- strikes-sub3: ΕΙΣ ΤΗΝ ΚΑΒΑΛΑΝ: [50, 1402, 192, 1419]
- turkey-p1: ΑΓΚΥΡΑ, 17. (Ρόυτερ).— Τὸ τουρκικὸν ὑπουργεῖον Ἐξωτερικῶν διέψευσε τὰς πληροφορίας περὶ παραβιάσεως τοῦ ἑλληνικοῦ ἐναερίου χώρου ὑπὸ τουρκικῶν ἀεροσκαφῶν.: [1139, 1058, 1298, 1122]
- strikes-deck2: Ἀπεργοῦν οἱ ὑπάλληλοι τῆς ἀγροτικῆς: [54, 1159, 624, 1190]
- china-p1: ΣΟΦΙΑ, 17. (Ἀσ. Πρέσ).— Βιαίαν ἐπίθεσιν ἐναντίον τοῦ Πεκίνου ἐξαπέλυσαν οἱ ἐκπρόσωποι τῶν μικρῶν κομμουνιστικῶν κομμάτων εἰς τὸ συνέδριον τοῦ Βουλγαρικοῦ Κομμουνιστικοῦ Κόμματος.: [676, 139, 823, 215]
- serres-headline: ΗΥΞΗΘΗΣΑΝ ΕΙΣ ΣΕΡΡΑΣ ΤΑ ΚΡΟΥΣΜΑΤΑ ΤΗΣ ΔΙΦΘΕΡΙΤΙΔΟΣ: [1139, 1607, 1298, 1645]
- aspida-p1b: Κατ' ἀνακοίνωσιν τῆς ΕΔΑ, ἡ κυβέρνησις ἐπέτρεψεν εἰς τὴν ΚΥΠ νὰ ἐγκαταστήση μαγνητόφωνα εἰς τὴν αἴθουσαν τοῦ Στρατοδικείου.: [991, 199, 1176, 242]
- china-sub: Η ΣΤΑΣΙΣ ΑΥΤΗΣ ΕΠΛΗΞΕ ΣΟΒΑΡΩΣ ΤΟ ΚΟΜΜΟΥΝΙΣΤΙΚΟΝ ΚΙΝΗΜΑ: [679, 104, 975, 136]
- bottom-band: [10, 1006, 1566, 2296]
- jakarta-headline: Η ΤΖΑΚΑΡΤΑ ΔΙΕΨΕΥΣΕ ΚΑΤΗΓΟΡΗΜΑΤΙΚΩΣ ΤΑΣ ΦΗΜΑΣ ΠΕΡΙ ΣΥΝΩΜΟΣΙΑΣ ΤΗΣ ΑΡΙΣΤΕΡΑΣ: [1315, 1454, 1555, 1494]
- briefs-p4: — Ο ΑΜΕΡΙΚΑΝΟΣ γερουσιαστὴς ἐδήλωσεν ὅτι τὸ πρόγραμμα βοηθείας θὰ συνεχισθῆ.: [1311, 1671, 1560, 1693]
- students-sub2: ΑΙ ΜΕΤΑΚΙΝΗΣΕΙΣ: [836, 384, 973, 401]
- makarios-deck: Ανδρες της διεθνούς δυνάμεως εἰργάζοντο ὑπὲρ τῶν Τούρκων: [31, 114, 402, 161]
- brandt-deck: Ὁ κ. Μπράντ προωθεῖται εἰς τὴν καγκελλαρίαν τῆς Δυτικῆς Γερμανίας: [676, 1236, 1126, 1332]
- football-headline: Η ΟΜΑΣ ΤΟΥ ΜΟΝΑΧΟΥ ΕΙΣ ΑΓΩΝΑ ΚΥΠΕΛΛΟΥ ΚΑΤΕΒΑΛΕ ΤΗΝ «ΡΕΑΛ»: [1140, 1433, 1297, 1470]
- strikes-p4: ΚΑΒΑΛΑ, 17.— Οἱ συμμετέχοντες εἰς τὴν ἀπεργίαν συνεκεντρώθησαν εἰς τὰ γραφεῖα τοῦ σωματείου.: [16, 1422, 227, 1454]
- vietnam-p2: ΧΟΝΓΚ ΚΟΝΓΚ, 17. (Ρόυτερ).— Ὁ ραδιοφωνικὸς σταθμὸς τοῦ Ἀνόι μετέδωσεν ὅτι αἱ δυνάμεις τοῦ Βιετκόνγκ ἐπέτυχον νέας ἐπιτυχίας.: [1311, 1149, 1560, 1182]
- vietnam-p1: ΣΑΪΓΚΟΝ, 17. (Γαλ. Πρακτ.).— Αἱ Ἡνωμέναι Πολιτεῖαι ἐδαπάνησαν ἄνω τῶν 800.000.000 δολλαρίων διὰ τὰς ἀνάγκας τοῦ πολέμου εἰς Βιετνάμ κατὰ τὸν τελευταῖον μῆνα.: [1311, 1086, 1560, 1130]
- lawyers-p1: ΛΑΤΙΝΑ, 17. (Ἀσ. Πρέσ).— Τὸ δικαστήριον ἐπεκύρωσε τὸ διαζύγιον τῆς ἠθοποιοῦ Τζίνα Λολομπριτζίντα.: [1139, 1566, 1298, 1597]
- courts-headline: ΧΟΡΗΓΗΣΙΝ ΕΠΙΔΟΜΑΤΟΣ ΖΗΤΟΥΝ ΟΙ ΥΠΑΛΛΗΛΟΙ ΔΙΚΑΣΤΙΚΩΝ ΥΠΗΡΕΣΙΩΝ: [1144, 1224, 1293, 1285]
